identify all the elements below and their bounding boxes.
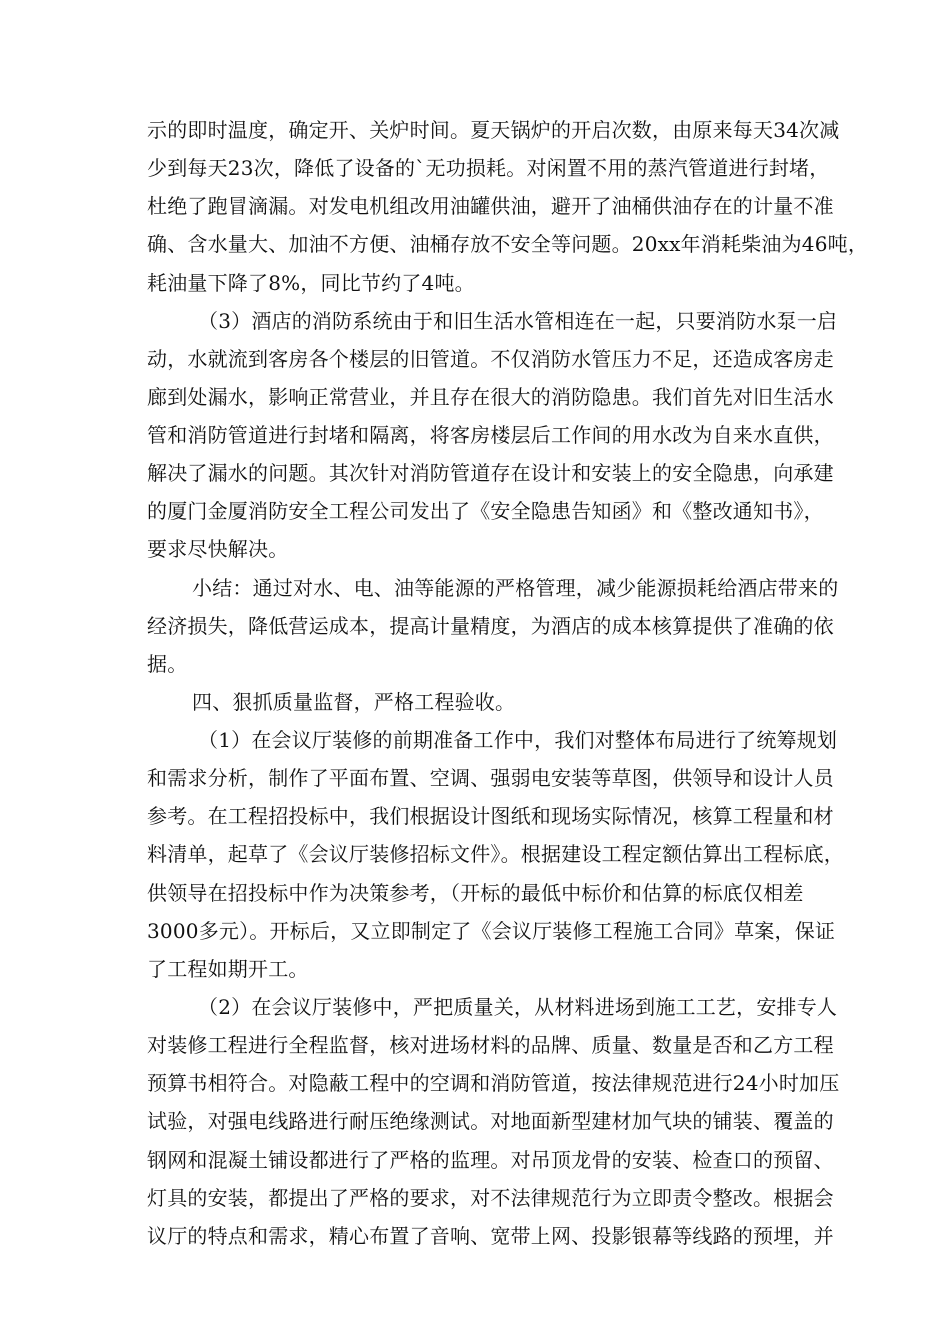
- text-line: 的厦门金厦消防安全工程公司发出了《安全隐患告知函》和《整改通知书》，: [147, 499, 824, 523]
- text-line: 参考。在工程招投标中，我们根据设计图纸和现场实际情况，核算工程量和材: [147, 804, 834, 828]
- text-line: 动，水就流到客房各个楼层的旧管道。不仅消防水管压力不足，还造成客房走: [147, 347, 834, 371]
- text-line: 试验，对强电线路进行耐压绝缘测试。对地面新型建材加气块的铺装、覆盖的: [147, 1109, 834, 1133]
- text-line: 解决了漏水的问题。其次针对消防管道存在设计和安装上的安全隐患，向承建: [147, 461, 834, 485]
- text-line: 3000多元）。开标后，又立即制定了《会议厅装修工程施工合同》草案，保证: [147, 919, 836, 943]
- text-line: 管和消防管道进行封堵和隔离，将客房楼层后工作间的用水改为自来水直供，: [147, 423, 834, 447]
- text-line: 据。: [147, 652, 188, 676]
- text-line: 廊到处漏水，影响正常营业，并且存在很大的消防隐患。我们首先对旧生活水: [147, 385, 834, 409]
- text-line: 钢网和混凝土铺设都进行了严格的监理。对吊顶龙骨的安装、检查口的预留、: [147, 1148, 834, 1172]
- text-line: 预算书相符合。对隐蔽工程中的空调和消防管道，按法律规范进行24小时加压: [147, 1071, 840, 1095]
- text-line: 经济损失，降低营运成本，提高计量精度，为酒店的成本核算提供了准确的依: [147, 614, 834, 638]
- text-line: 要求尽快解决。: [147, 537, 289, 561]
- text-line: 确、含水量大、加油不方便、油桶存放不安全等问题。20xx年消耗柴油为46吨，: [147, 232, 869, 256]
- text-line: （2）在会议厅装修中，严把质量关，从材料进场到施工工艺，安排专人: [198, 995, 838, 1019]
- text-line: 和需求分析，制作了平面布置、空调、强弱电安装等草图，供领导和设计人员: [147, 766, 834, 790]
- text-line: 杜绝了跑冒滴漏。对发电机组改用油罐供油，避开了油桶供油存在的计量不准: [147, 194, 834, 218]
- text-line: 少到每天23次，降低了设备的`无功损耗。对闲置不用的蒸汽管道进行封堵，: [147, 156, 830, 180]
- text-line: 供领导在招投标中作为决策参考，（开标的最低中标价和估算的标底仅相差: [147, 881, 804, 905]
- text-line: 灯具的安装，都提出了严格的要求，对不法律规范行为立即责令整改。根据会: [147, 1186, 834, 1210]
- text-line: 小结：通过对水、电、油等能源的严格管理，减少能源损耗给酒店带来的: [192, 576, 839, 600]
- text-line: 对装修工程进行全程监督，核对进场材料的品牌、质量、数量是否和乙方工程: [147, 1033, 834, 1057]
- text-line: （1）在会议厅装修的前期准备工作中，我们对整体布局进行了统筹规划: [198, 728, 838, 752]
- text-line: （3）酒店的消防系统由于和旧生活水管相连在一起，只要消防水泵一启: [198, 309, 838, 333]
- text-line: 耗油量下降了8%，同比节约了4吨。: [147, 271, 475, 295]
- section-heading: 四、狠抓质量监督，严格工程验收。: [192, 690, 516, 714]
- text-line: 示的即时温度，确定开、关炉时间。夏天锅炉的开启次数，由原来每天34次减: [147, 118, 840, 142]
- text-line: 议厅的特点和需求，精心布置了音响、宽带上网、投影银幕等线路的预埋，并: [147, 1224, 834, 1248]
- text-line: 料清单，起草了《会议厅装修招标文件》。根据建设工程定额估算出工程标底，: [147, 842, 844, 866]
- text-line: 了工程如期开工。: [147, 957, 309, 981]
